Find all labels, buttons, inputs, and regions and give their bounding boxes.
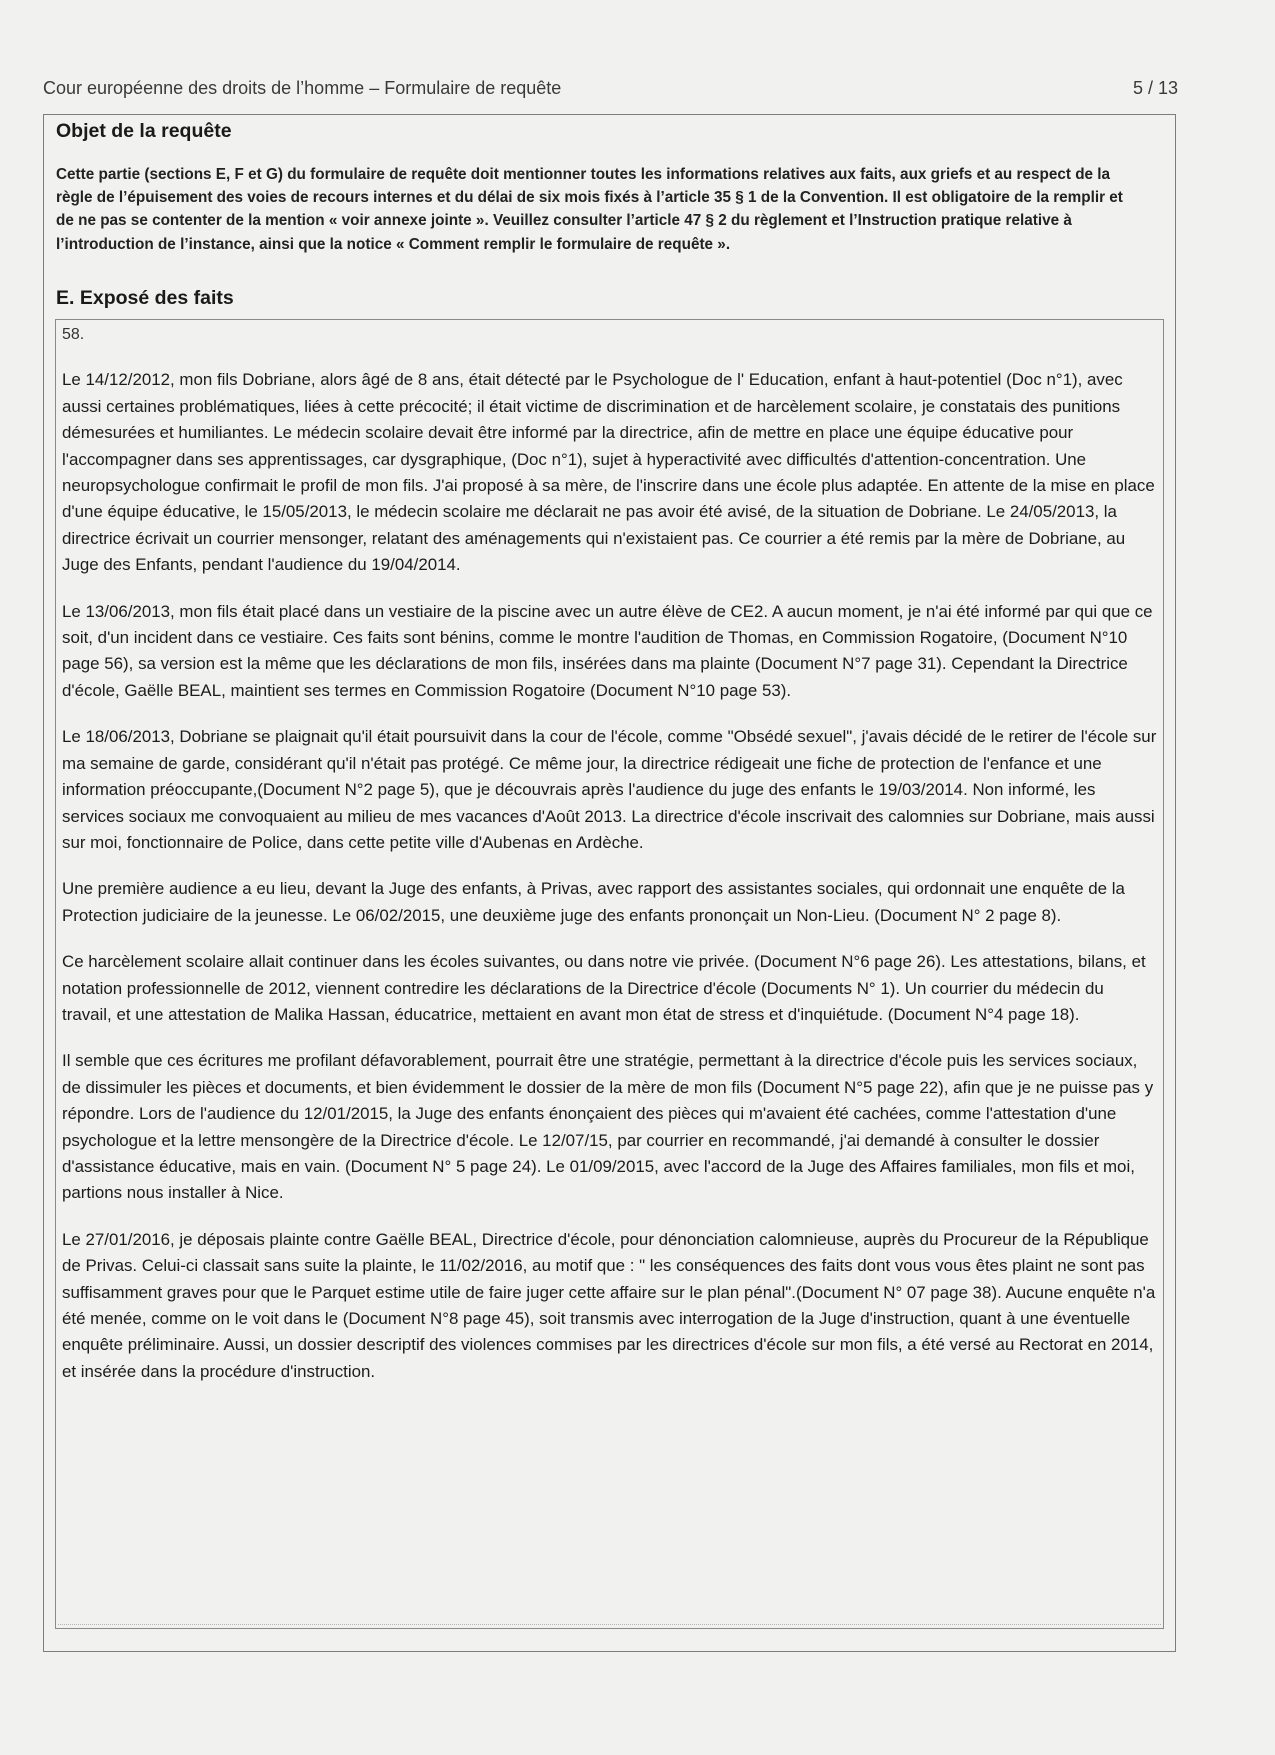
fact-paragraph-1: Le 14/12/2012, mon fils Dobriane, alors âgé de 8 ans, était détecté par le Psychologue de l' Education, enfant à haut-potentiel (Doc n°1), avec aussi certaines problématiques, liées à cette précocité; il était victime de discrimination et de harcèlement scolaire, je constatais des punitions démesurées et humiliantes. Le médecin scolaire devait être informé par la directrice, afin de mettre en place une équipe éducative pour l'accompagner dans ses apprentissages, car dysgraphique, (Doc n°1), sujet à hyperactivité avec difficultés d'attention-concentration. Une neuropsychologue confirmait le profil de mon fils. J'ai proposé à sa mère, de l'inscrire dans une école plus adaptée. En attente de la mise en place d'une équipe éducative, le 15/05/2013, le médecin scolaire me déclarait ne pas avoir été avisé, de la situation de Dobriane. Le 24/05/2013, la directrice écrivait un courrier mensonger, relatant des aménagements qui n'existaient pas. Ce courrier a été remis par la mère de Dobriane, au Juge des Enfants, pendant l'audience du 19/04/2014. [62,370,1155,575]
fact-paragraph-4: Une première audience a eu lieu, devant la Juge des enfants, à Privas, avec rapport des assistantes sociales, qui ordonnait une enquête de la Protection judiciaire de la jeunesse. Le 06/02/2015, une deuxième juge des enfants prononçait un Non-Lieu. (Document N° 2 page 8). [62,879,1125,925]
fact-paragraph-3: Le 18/06/2013, Dobriane se plaignait qu'il était poursuivit dans la cour de l'école, comme "Obsédé sexuel", j'avais décidé de le retirer de l'école sur ma semaine de garde, considérant qu'il n'était pas protégé. Ce même jour, la directrice rédigeait une fiche de protection de l'enfance et une information préoccupante,(Document N°2 page 5), que je découvrais après l'audience du juge des enfants le 19/03/2014. Non informé, les services sociaux me convoquaient au milieu de mes vacances d'Août 2013. La directrice d'école inscrivait des calomnies sur Dobriane, mais aussi sur moi, fonctionnaire de Police, dans cette petite ville d'Aubenas en Ardèche. [62,727,1157,852]
objet-instructions: Cette partie (sections E, F et G) du formulaire de requête doit mentionner toutes les informations relatives aux faits, aux griefs et au respect de la règle de l’épuisement des voies de recours internes et du délai de six mois fixés à l’article 35 § 1 de la Convention. Il est obligatoire de la remplir et de ne pas se contenter de la mention « voir annexe jointe ». Veuillez consulter l’article 47 § 2 du règlement et l’Instruction pratique relative à l’introduction de l’instance, ainsi que la notice « Comment remplir le formulaire de requête ». [56,166,1123,253]
fact-paragraph-2: Le 13/06/2013, mon fils était placé dans un vestiaire de la piscine avec un autre élève de CE2. A aucun moment, je n'ai été informé par qui que ce soit, d'un incident dans ce vestiaire. Ces faits sont bénins, comme le montre l'audition de Thomas, en Commission Rogatoire, (Document N°10 page 56), sa version est la même que les déclarations de mon fils, insérées dans ma plainte (Document N°7 page 31). Cependant la Directrice d'école, Gaëlle BEAL, maintient ses termes en Commission Rogatoire (Document N°10 page 53). [62,601,1153,700]
fact-paragraph-7: Le 27/01/2016, je déposais plainte contre Gaëlle BEAL, Directrice d'école, pour dénonciation calomnieuse, auprès du Procureur de la République de Privas. Celui-ci classait sans suite la plainte, le 11/02/2016, au motif que : " les conséquences des faits dont vous vous êtes plaint ne sont pas suffisamment graves pour que le Parquet estime utile de faire juger cette affaire sur le plan pénal".(Document N° 07 page 38). Aucune enquête n'a été menée, comme on le voit dans le (Document N°8 page 45), soit transmis avec interrogation de la Juge d'instruction, quant à une éventuelle enquête préliminaire. Aussi, un dossier descriptif des violences commises par les directrices d'école sur mon fils, a été versé au Rectorat en 2014, et insérée dans la procédure d'instruction. [62,1229,1156,1381]
fact-paragraph-6: Il semble que ces écritures me profilant défavorablement, pourrait être une stratégie, permettant à la directrice d'école puis les services sociaux, de dissimuler les pièces et documents, et bien évidemment le dossier de la mère de mon fils (Document N°5 page 22), afin que je ne puisse pas y répondre. Lors de l'audience du 12/01/2015, la Juge des enfants énonçaient des pièces qui m'avaient été cachées, comme l'attestation d'une psychologue et la lettre mensongère de la Directrice d'école. Le 12/07/15, par courrier en recommandé, j'ai demandé à consulter le dossier d'assistance éducative, mais en vain. (Document N° 5 page 24). Le 01/09/2015, avec l'accord de la Juge des Affaires familiales, mon fils et moi, partions nous installer à Nice. [62,1051,1154,1203]
section-e-title: E. Exposé des faits [56,287,234,309]
paragraph-number: 58. [62,326,85,343]
objet-title: Objet de la requête [56,120,232,142]
page-header [43,78,1178,99]
facts-text [62,322,1157,1405]
fact-paragraph-5: Ce harcèlement scolaire allait continuer dans les écoles suivantes, ou dans notre vie privée. (Document N°6 page 26). Les attestations, bilans, et notation professionnelle de 2012, viennent contredire les déclarations de la Directrice d'école (Documents N° 1). Un courrier du médecin du travail, et une attestation de Malika Hassan, éducatrice, mettaient en avant mon état de stress et d'inquiétude. (Document N°4 page 18). [62,952,1146,1024]
form-title: Cour européenne des droits de l’homme – Formulaire de requête [43,78,562,98]
page-number: 5 / 13 [1132,78,1178,98]
